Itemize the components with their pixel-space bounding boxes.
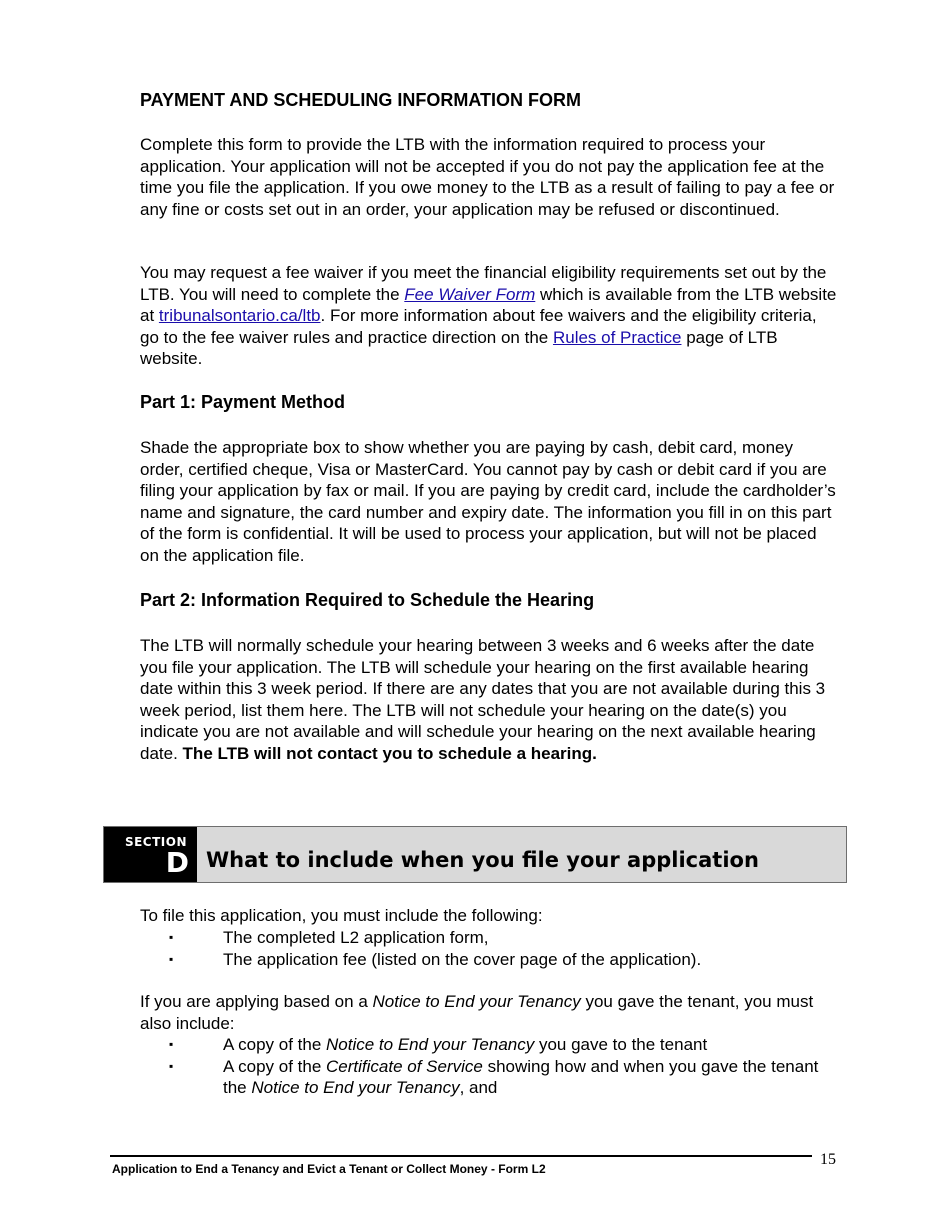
bullet-icon: ▪ [169,951,174,966]
notice-item2-a: A copy of the [223,1056,327,1076]
page-number: 15 [820,1151,836,1168]
notice-item2-em: Certificate of Service [326,1056,483,1076]
tribunals-website-link[interactable]: tribunalsontario.ca/ltb [158,306,321,325]
section-d-header [103,826,847,883]
notice-item1-b: you gave to the tenant [534,1035,708,1054]
list-item [140,1056,840,1099]
bullet-icon: ▪ [169,930,174,944]
part1-heading: Part 1: Payment Method [140,392,346,412]
notice-item1-a: A copy of the [223,1035,327,1054]
part2-bold-text: The LTB will not contact you to schedule a hearing. [182,743,597,763]
notice-item2-em2: Notice to End your Tenancy [251,1078,460,1097]
notice-list [140,1034,840,1099]
notice-item2-b: showing how and when you gave the tenant the [223,1056,819,1097]
footer-title: Application to End a Tenancy and Evict a Tenant or Collect Money - Form L2 [112,1162,546,1176]
list-item [140,1034,840,1056]
rules-of-practice-link[interactable]: Rules of Practice [552,327,682,347]
page-title: PAYMENT AND SCHEDULING INFORMATION FORM [140,90,581,110]
include-intro: To file this application, you must include the following: [140,906,543,925]
section-word: SECTION [124,835,187,849]
part2-heading: Part 2: Information Required to Schedule the Hearing [140,590,595,610]
footer-divider [110,1155,812,1157]
part2-text: The LTB will normally schedule your hearing between 3 weeks and 6 weeks after the date you file your application. The LTB will schedule your hearing on the first available hearing date within this 3 week period. If there are any dates that you are not available during this 3 week period, list them here. The LTB will not schedule your hearing on the date(s) you indicate you are not available and will schedule your hearing on the next available hearing date. [140,636,826,763]
part2-paragraph [140,635,840,764]
notice-intro [140,991,840,1034]
notice-intro-b: you gave the tenant, you must also include: [140,992,814,1033]
list-item [140,927,840,949]
notice-item2-c: , and [459,1078,498,1097]
fee-waiver-form-link[interactable] [404,285,535,304]
section-letter: D [165,846,189,879]
list-item [140,949,840,971]
bullet-icon: ▪ [169,1058,174,1073]
fee-waiver-text-b: which is available from the LTB website at [140,284,837,325]
fee-waiver-text-a: You may request a fee waiver if you meet the financial eligibility requirements set out by the LTB. You will need to complete the [140,263,827,304]
notice-intro-a: If you are applying based on a [140,992,373,1011]
intro-paragraph: Complete this form to provide the LTB with the information required to process your application. Your application will not be accepted if you do not pay the application fee at the time you file the application. If you owe money to the LTB as a result of failing to pay a fee or any fine or costs set out in an order, your application may be refused or discontinued. [140,135,835,219]
notice-item1-em: Notice to End your Tenancy [326,1035,535,1054]
part1-paragraph: Shade the appropriate box to show whether you are paying by cash, debit card, money order, certified cheque, Visa or MasterCard. You cannot pay by cash or debit card if you are filing your application by fax or mail. If you are paying by credit card, include the cardholder’s name and signature, the card number and expiry date. The information you fill in on this part of the form is confidential. It will be used to process your application, but will not be placed on the application file. [140,438,836,565]
list-item-text: The completed L2 application form, [223,928,489,947]
fee-waiver-text-c: . For more information about fee waivers and the eligibility criteria, go to the fee waiver rules and practice direction on the [140,306,817,347]
section-title: What to include when you file your application [206,848,759,872]
bullet-icon: ▪ [169,1037,174,1051]
fee-waiver-form-link-label: Fee Waiver Form [404,284,536,304]
notice-intro-em: Notice to End your Tenancy [372,992,581,1011]
include-list [140,927,840,970]
fee-waiver-text-d: page of LTB website. [140,327,778,368]
section-label-box [104,827,197,882]
list-item-text: The application fee (listed on the cover page of the application). [223,949,702,969]
fee-waiver-paragraph [140,262,840,370]
